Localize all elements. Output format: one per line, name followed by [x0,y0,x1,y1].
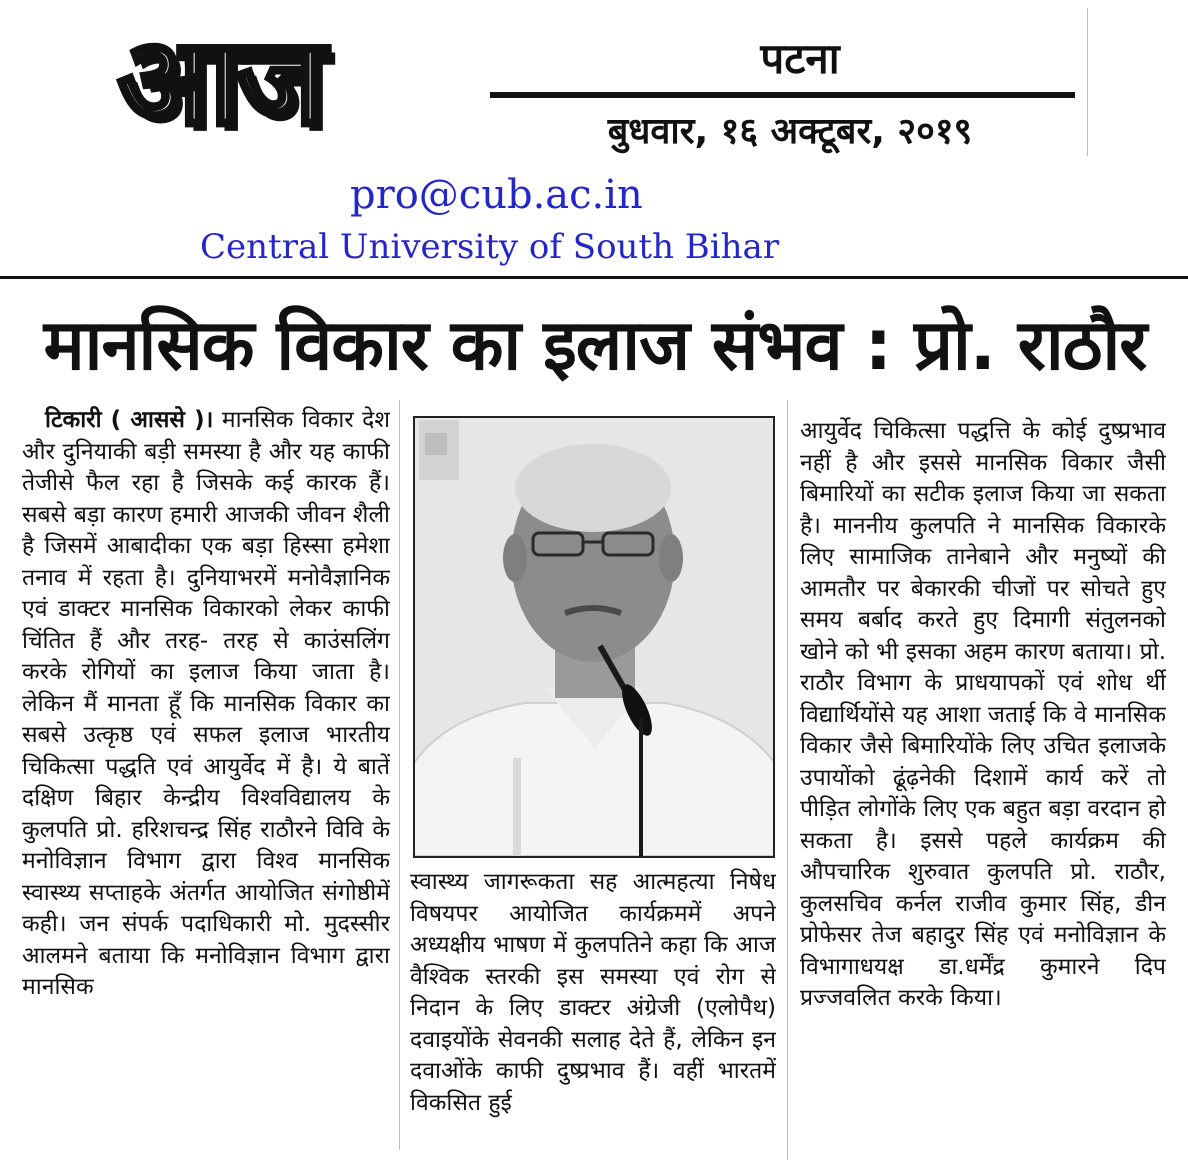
article-column-2-text: स्वास्थ्य जागरूकता सह आत्महत्या निषेध विषयपर आयोजित कार्यक्रममें अपने अध्यक्षीय भाषण में कुलपतिने कहा कि आज वैश्विक स्तरकी इस समस्या एवं रोग से निदान के लिए डाक्टर अंग्रेजी (एलोपैथ) दवाइयोंके सेवनकी सलाह देते हैं, लेकिन इन दवाओंके काफी दुष्प्रभाव हैं। वहीं भारतमें विकसित हुई [410,869,776,1116]
publication-date: बुधवार, १६ अक्टूबर, २०१९ [607,111,973,152]
contact-email: pro@cub.ac.in [350,172,643,218]
newspaper-logo: आज [118,13,322,152]
contact-organization: Central University of South Bihar [200,227,780,267]
headline-rule [0,276,1188,279]
article-column-3-text: आयुर्वेद चिकित्सा पद्धत्ति के कोई दुष्प्रभाव नहीं है और इससे मानसिक विकार जैसी बिमारियों का सटीक इलाज किया जा सकता है। माननीय कुलपति ने मानसिक विकारके लिए सामाजिक तानेबाने और मनुष्यों की आमतौर पर बेकारकी चीजों पर सोचते हुए समय बर्बाद करते हुए दिमागी संतुलनको खोने को भी इसका अहम कारण बताया। प्रो. राठौर विभाग के प्राधयापकों एवं शोध र्थी विद्यार्थियोंसे यह आशा जताई कि वे मानसिक विकार जैसे बिमारियोंके लिए उचित इलाजके उपायोंको ढूंढ़नेकी दिशामें कार्य करें तो पीड़ित लोगोंके लिए एक बहुत बड़ा वरदान हो सकता है। इससे पहले कार्यक्रम की औपचारिक शुरुवात कुलपति प्रो. राठौर, कुलसचिव कर्नल राजीव कुमार सिंह, डीन प्रोफेसर तेज बहादुर सिंह एवं मनोविज्ञान के विभागाधयक्ष डा.धर्मेंद्र कुमारने दिप प्रज्जवलित करके किया। [800,418,1166,1011]
article-column-2 [410,867,776,1157]
article-column-1-text: मानसिक विकार देश और दुनियाकी बड़ी समस्या है और यह काफी तेजीसे फैल रहा है जिसके कई कारक हैं। सबसे बड़ा कारण हमारी आजकी जीवन शैली है जिसमें आबादीका एक बड़ा हिस्सा हमेशा तनाव में रहता है। दुनियाभरमें मनोवैज्ञानिक एवं डाक्टर मानसिक विकारको लेकर काफी चिंतित हैं और तरह- तरह से काउंसलिंग करके रोगियों का इलाज किया जाता है। लेकिन मैं मानता हूँ कि मानसिक विकार का सबसे उत्कृष्ठ एवं सफल इलाज भारतीय चिकित्सा पद्धति एवं आयुर्वेद में है। ये बातें दक्षिण बिहार केन्द्रीय विश्वविद्यालय के कुलपति प्रो. हरिशचन्द्र सिंह राठौरने विवि के मनोविज्ञान विभाग द्वारा विश्व मानसिक स्वास्थ्य सप्ताहके अंतर्गत आयोजित संगोष्ठीमें कही। जन संपर्क पदाधिकारी मो. मुदस्सीर आलमने बताया कि मनोविज्ञान विभाग द्वारा मानसिक [22,407,390,1000]
edition-city: पटना [760,34,840,83]
column-divider [787,400,788,1160]
article-column-3 [800,416,1166,1156]
speaker-photo [413,416,775,858]
article-dateline: टिकारी ( आससे )। [45,407,214,433]
article-headline: मानसिक विकार का इलाज संभव : प्रो. राठौर [43,304,1147,386]
article-column-1 [22,405,390,1157]
date-rule [490,92,1075,98]
masthead-divider [1087,8,1088,156]
column-divider [399,400,400,1150]
speaker-photo-illustration [415,418,773,856]
